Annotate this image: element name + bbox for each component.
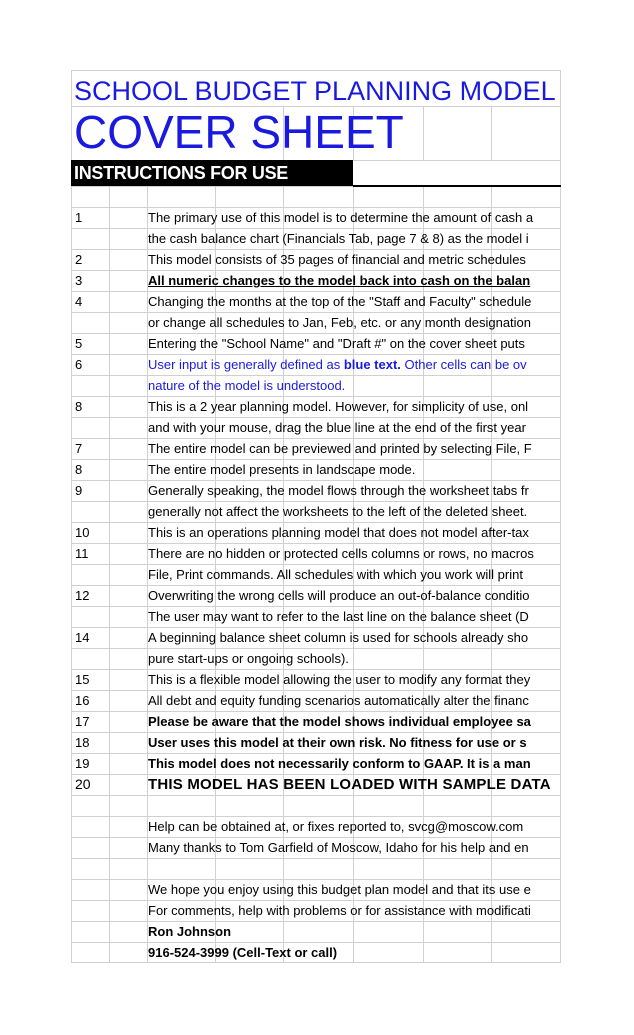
row-number: 17 [75,714,90,729]
row-text: The entire model can be previewed and printed by selecting File, F [148,441,532,456]
instruction-row-6-cont[interactable] [71,375,561,396]
contact-phone-row[interactable] [71,942,561,963]
grid-row-line [71,70,561,71]
instruction-row-8b[interactable] [71,459,561,480]
row-text: Changing the months at the top of the "Staff and Faculty" schedule [148,294,532,309]
instruction-row-11[interactable] [71,543,561,564]
row-text: All numeric changes to the model back into cash on the balan [148,273,531,288]
instruction-row-8-cont[interactable] [71,417,561,438]
row-text: Many thanks to Tom Garfield of Moscow, Idaho for his help and en [148,840,529,855]
row-number: 16 [75,693,90,708]
instruction-row-1[interactable] [71,207,561,228]
instruction-row-7[interactable] [71,438,561,459]
row-text: All debt and equity funding scenarios automatically alter the financ [148,693,529,708]
instruction-row-12-cont[interactable] [71,606,561,627]
row-number: 9 [75,483,83,498]
header-underline [353,185,561,187]
row-text-bold: blue text. [343,357,401,372]
instruction-row-18[interactable] [71,732,561,753]
instruction-row-3[interactable] [71,270,561,291]
instruction-row-5[interactable] [71,333,561,354]
row-number: 5 [75,336,83,351]
row-text: and with your mouse, drag the blue line at the end of the first year [148,420,526,435]
row-number: 3 [75,273,83,288]
cover-sheet-title[interactable]: COVER SHEET [74,106,404,158]
row-text: This model consists of 35 pages of financial and metric schedules [148,252,526,267]
row-text: pure start-ups or ongoing schools). [148,651,349,666]
row-text: Entering the "School Name" and "Draft #" on the cover sheet puts [148,336,525,351]
row-text: File, Print commands. All schedules with which you work will print [148,567,523,582]
instruction-row-4-cont[interactable] [71,312,561,333]
row-text: Ron Johnson [148,924,232,939]
instruction-row-16[interactable] [71,690,561,711]
row-text: Overwriting the wrong cells will produce an out-of-balance conditio [148,588,530,603]
row-text: The entire model presents in landscape mode. [148,462,416,477]
row-text: the cash balance chart (Financials Tab, page 7 & 8) as the model i [148,231,529,246]
instruction-row-14[interactable] [71,627,561,648]
model-title[interactable]: SCHOOL BUDGET PLANNING MODEL [74,76,556,106]
instruction-row-6[interactable] [71,354,561,375]
row-text: nature of the model is understood. [148,378,346,393]
row-text: This is an operations planning model that does not model after-tax [148,525,529,540]
blank-row[interactable] [71,795,561,816]
row-number: 14 [75,630,90,645]
thanks-row[interactable] [71,837,561,858]
row-text-part: Other cells can be ov [400,357,527,372]
instruction-row-4[interactable] [71,291,561,312]
row-text: THIS MODEL HAS BEEN LOADED WITH SAMPLE DATA [148,776,551,793]
row-text: generally not affect the worksheets to the left of the deleted sheet. [148,504,528,519]
instruction-row-14-cont[interactable] [71,648,561,669]
help-row[interactable] [71,816,561,837]
row-text: Generally speaking, the model flows through the worksheet tabs fr [148,483,529,498]
row-text: This is a flexible model allowing the user to modify any format they [148,672,531,687]
row-number: 15 [75,672,90,687]
row-text: 916-524-3999 (Cell-Text or call) [148,945,338,960]
instruction-row-11-cont[interactable] [71,564,561,585]
row-text: Please be aware that the model shows individual employee sa [148,714,531,729]
row-text: There are no hidden or protected cells columns or rows, no macros [148,546,534,561]
row-number: 12 [75,588,90,603]
row-number: 11 [75,546,89,561]
row-number: 8 [75,462,83,477]
instruction-row-15[interactable] [71,669,561,690]
row-text: The primary use of this model is to determine the amount of cash a [148,210,534,225]
instruction-row-10[interactable] [71,522,561,543]
instruction-row-1-cont[interactable] [71,228,561,249]
row-number: 20 [75,776,91,792]
row-number: 2 [75,252,83,267]
row-text: For comments, help with problems or for assistance with modificati [148,903,531,918]
row-text-part: User input is generally defined as [148,357,344,372]
row-text: The user may want to refer to the last line on the balance sheet (D [148,609,529,624]
blank-row[interactable] [71,858,561,879]
instruction-row-8[interactable] [71,396,561,417]
row-number: 10 [75,525,90,540]
contact-name-row[interactable] [71,921,561,942]
row-number: 18 [75,735,90,750]
instruction-row-9-cont[interactable] [71,501,561,522]
row-text: This model does not necessarily conform to GAAP. It is a man [148,756,531,771]
row-text: User uses this model at their own risk. No fitness for use or s [148,735,527,750]
instruction-row-19[interactable] [71,753,561,774]
row-number: 4 [75,294,83,309]
row-text: A beginning balance sheet column is used for schools already sho [148,630,529,645]
row-text: This is a 2 year planning model. However, for simplicity of use, onl [148,399,529,414]
row-number: 19 [75,756,90,771]
row-number: 8 [75,399,83,414]
enjoy-row[interactable] [71,879,561,900]
row-text: We hope you enjoy using this budget plan model and that its use e [148,882,531,897]
instruction-row-17[interactable] [71,711,561,732]
row-text: or change all schedules to Jan, Feb, etc. or any month designation [148,315,532,330]
comments-row[interactable] [71,900,561,921]
row-number: 1 [75,210,83,225]
row-number: 6 [75,357,83,372]
instruction-row-12[interactable] [71,585,561,606]
row-text [148,356,560,373]
instruction-row-9[interactable] [71,480,561,501]
row-text: Help can be obtained at, or fixes reported to, svcg@moscow.com [148,819,524,834]
instruction-row-20[interactable] [71,774,561,795]
instructions-header[interactable]: INSTRUCTIONS FOR USE [74,163,289,183]
row-number: 7 [75,441,83,456]
instruction-row-2[interactable] [71,249,561,270]
spreadsheet-sheet[interactable] [71,70,561,963]
